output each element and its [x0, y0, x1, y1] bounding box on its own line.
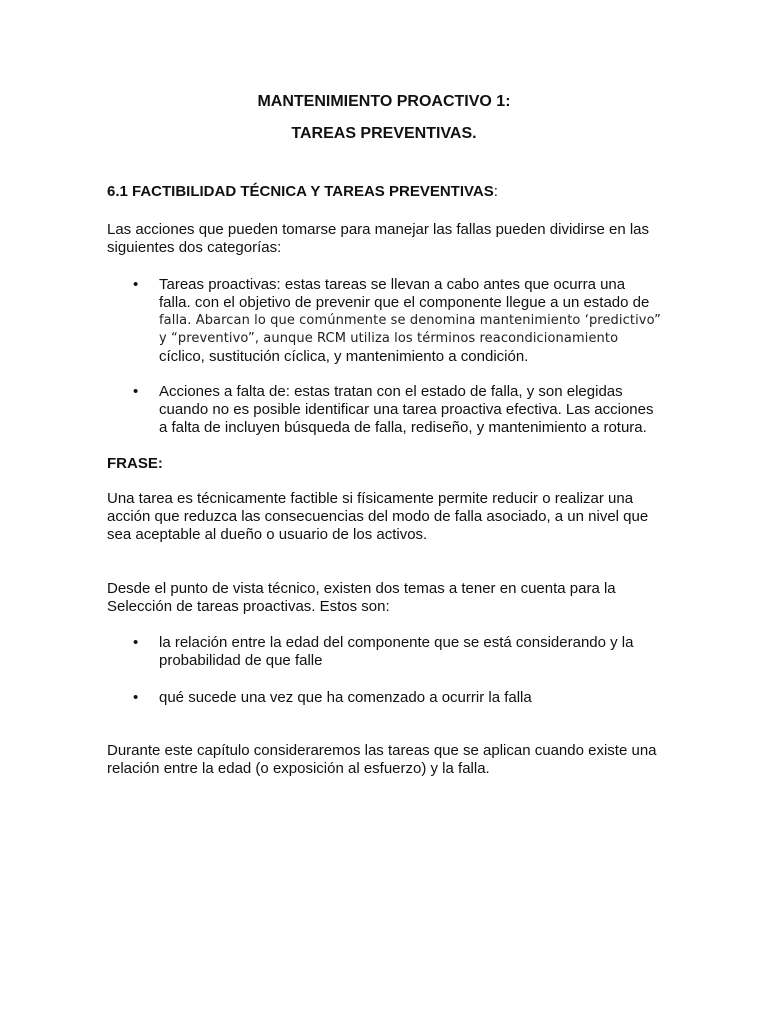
paragraph-line: Durante este capítulo consideraremos las tareas que se aplican cuando existe una [107, 742, 657, 759]
list-item-line: Acciones a falta de: estas tratan con el estado de falla, y son elegidas [159, 383, 623, 400]
paragraph-line: Una tarea es técnicamente factible si físicamente permite reducir o realizar una [107, 490, 634, 507]
list-item-line: y “preventivo”, aunque RCM utiliza los términos reacondicionamiento [159, 331, 619, 346]
list-item-line: a falta de incluyen búsqueda de falla, rediseño, y mantenimiento a rotura. [159, 419, 647, 436]
list-item-line: falla. con el objetivo de prevenir que el componente llegue a un estado de [159, 294, 650, 311]
paragraph-technical-feasibility [107, 490, 667, 544]
bullet-icon: • [133, 383, 139, 400]
bullet-icon: • [133, 276, 139, 293]
list-item-text [159, 383, 669, 437]
frase-heading: FRASE: [107, 455, 163, 472]
list-item-text [159, 634, 669, 670]
paragraph-line: relación entre la edad (o exposición al esfuerzo) y la falla. [107, 760, 490, 777]
intro-line: Las acciones que pueden tomarse para manejar las fallas pueden dividirse en las [107, 221, 649, 238]
list-item-line: qué sucede una vez que ha comenzado a ocurrir la falla [159, 689, 532, 706]
paragraph-line: sea aceptable al dueño o usuario de los activos. [107, 526, 428, 543]
intro-paragraph [107, 221, 667, 257]
list-item-line: la relación entre la edad del componente que se está considerando y la [159, 634, 634, 651]
paragraph-line: Desde el punto de vista técnico, existen dos temas a tener en cuenta para la [107, 580, 616, 597]
document-title-line2: TAREAS PREVENTIVAS. [291, 125, 477, 142]
list-item-line: cuando no es posible identificar una tarea proactiva efectiva. Las acciones [159, 401, 654, 418]
paragraph-chapter-scope [107, 742, 667, 778]
section-heading [107, 183, 667, 201]
paragraph-line: acción que reduzca las consecuencias del modo de falla asociado, a un nivel que [107, 508, 649, 525]
list-item-line: cíclico, sustitución cíclica, y mantenimiento a condición. [159, 348, 529, 365]
bullet-icon: • [133, 634, 139, 651]
document-title-line1: MANTENIMIENTO PROACTIVO 1: [257, 93, 511, 110]
list-item-line: probabilidad de que falle [159, 652, 323, 669]
section-heading-text: 6.1 FACTIBILIDAD TÉCNICA Y TAREAS PREVENTIVAS [107, 183, 494, 200]
paragraph-technical-viewpoint [107, 580, 667, 616]
list-item-text [159, 689, 669, 707]
paragraph-line: Selección de tareas proactivas. Estos son: [107, 598, 390, 615]
list-item-line: Tareas proactivas: estas tareas se llevan a cabo antes que ocurra una [159, 276, 626, 293]
intro-line: siguientes dos categorías: [107, 239, 282, 256]
bullet-icon: • [133, 689, 139, 706]
list-item-text [159, 276, 669, 366]
section-heading-colon: : [493, 183, 498, 200]
list-item-line: falla. Abarcan lo que comúnmente se denomina mantenimiento ‘predictivo” [159, 313, 661, 328]
